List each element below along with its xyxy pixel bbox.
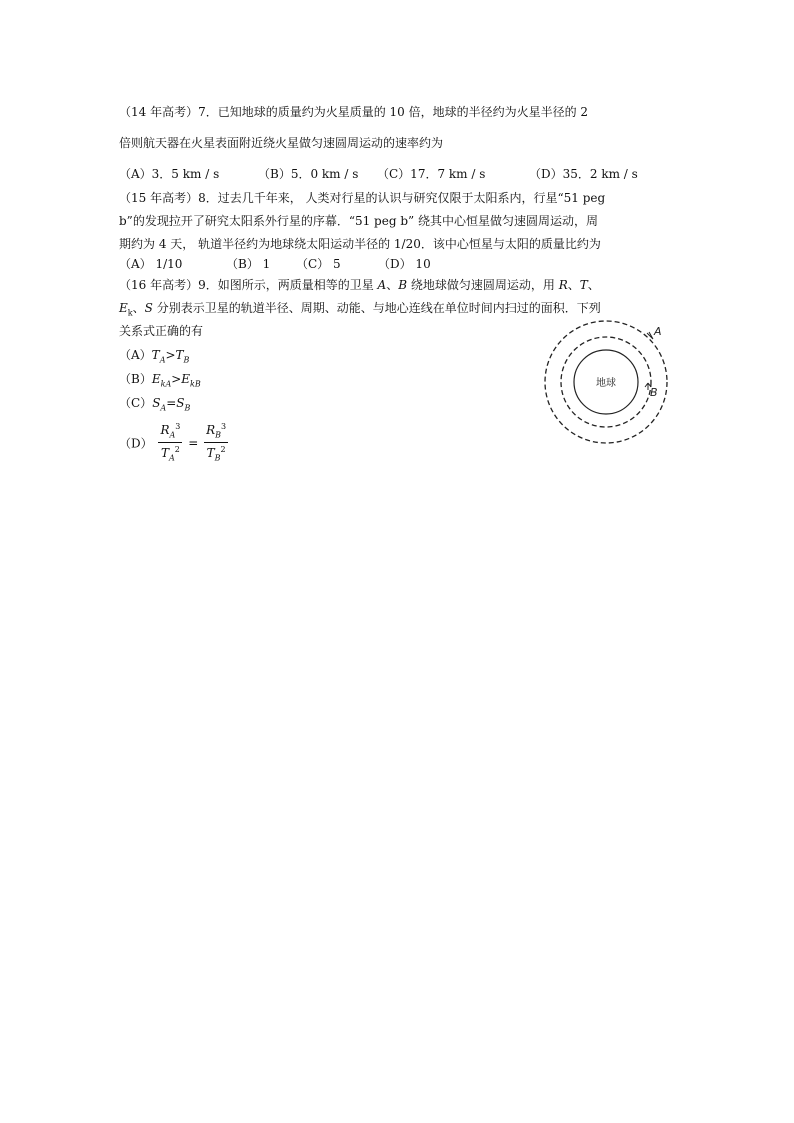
earth-label: 地球 — [596, 378, 616, 389]
q8-line-1: （15 年高考）8．过去几千年来， 人类对行星的认识与研究仅限于太阳系内，行星“51 peg — [119, 191, 606, 205]
fraction-right: $\frac{R_B^3}{T_B^2}$ — [206, 422, 227, 463]
q9-option-d: （D） $\frac{R_A^3}{T_A^2}$ = $\frac{R_B^3}{T_B^2}$ — [119, 420, 230, 466]
arrow-a-icon — [647, 332, 653, 339]
q9-option-c: $(C)S_A=S_B$ — [119, 396, 191, 413]
q7-option-b: （B）5．0 km / s — [258, 167, 359, 181]
q7-line-2: 倍则航天器在火星表面附近绕火星做匀速圆周运动的速率约为 — [119, 136, 444, 150]
q8-option-d: （D） 10 — [378, 257, 431, 271]
label-b: B — [650, 386, 658, 399]
q9-line-3: 关系式正确的有 — [119, 324, 204, 338]
q8-option-c: （C） 5 — [296, 257, 341, 271]
q8-line-2: b”的发现拉开了研究太阳系外行星的序幕．“51 peg b” 绕其中心恒星做匀速圆周运动，周 — [119, 214, 598, 228]
q8-line-3: 期约为 4 天， 轨道半径约为地球绕太阳运动半径的 1/20．该中心恒星与太阳的质量比约为 — [119, 237, 601, 251]
q7-option-a: （A）3．5 km / s — [119, 167, 220, 181]
q8-option-b: （B） 1 — [226, 257, 271, 271]
q8-options — [119, 256, 431, 272]
q9-option-b: $(B)E_{kA}>E_{kB}$ — [119, 372, 201, 389]
q7-option-c: （C）17．7 km / s — [377, 167, 486, 181]
fraction-left: $\frac{R_A^3}{T_A^2}$ — [160, 422, 181, 463]
q7-option-d: （D）35．2 km / s — [529, 167, 638, 181]
q7-line-1: （14 年高考）7．已知地球的质量约为火星质量的 10 倍，地球的半径约为火星半径的 2 — [119, 105, 589, 119]
q9-line-1: （16 年高考）9．如图所示，两质量相等的卫星 A、B 绕地球做匀速圆周运动，用 R、T、 — [119, 278, 600, 292]
q7-options — [119, 166, 638, 182]
q9-line-2: $E_k$、S 分别表示卫星的轨道半径、周期、动能、与地心连线在单位时间内扫过的面积．下列 — [119, 301, 601, 318]
orbit-diagram — [535, 315, 685, 465]
q8-option-a: （A） 1/10 — [119, 257, 183, 271]
label-a: A — [654, 325, 662, 338]
q9-option-a: $(A)T_A>T_B$ — [119, 348, 190, 365]
